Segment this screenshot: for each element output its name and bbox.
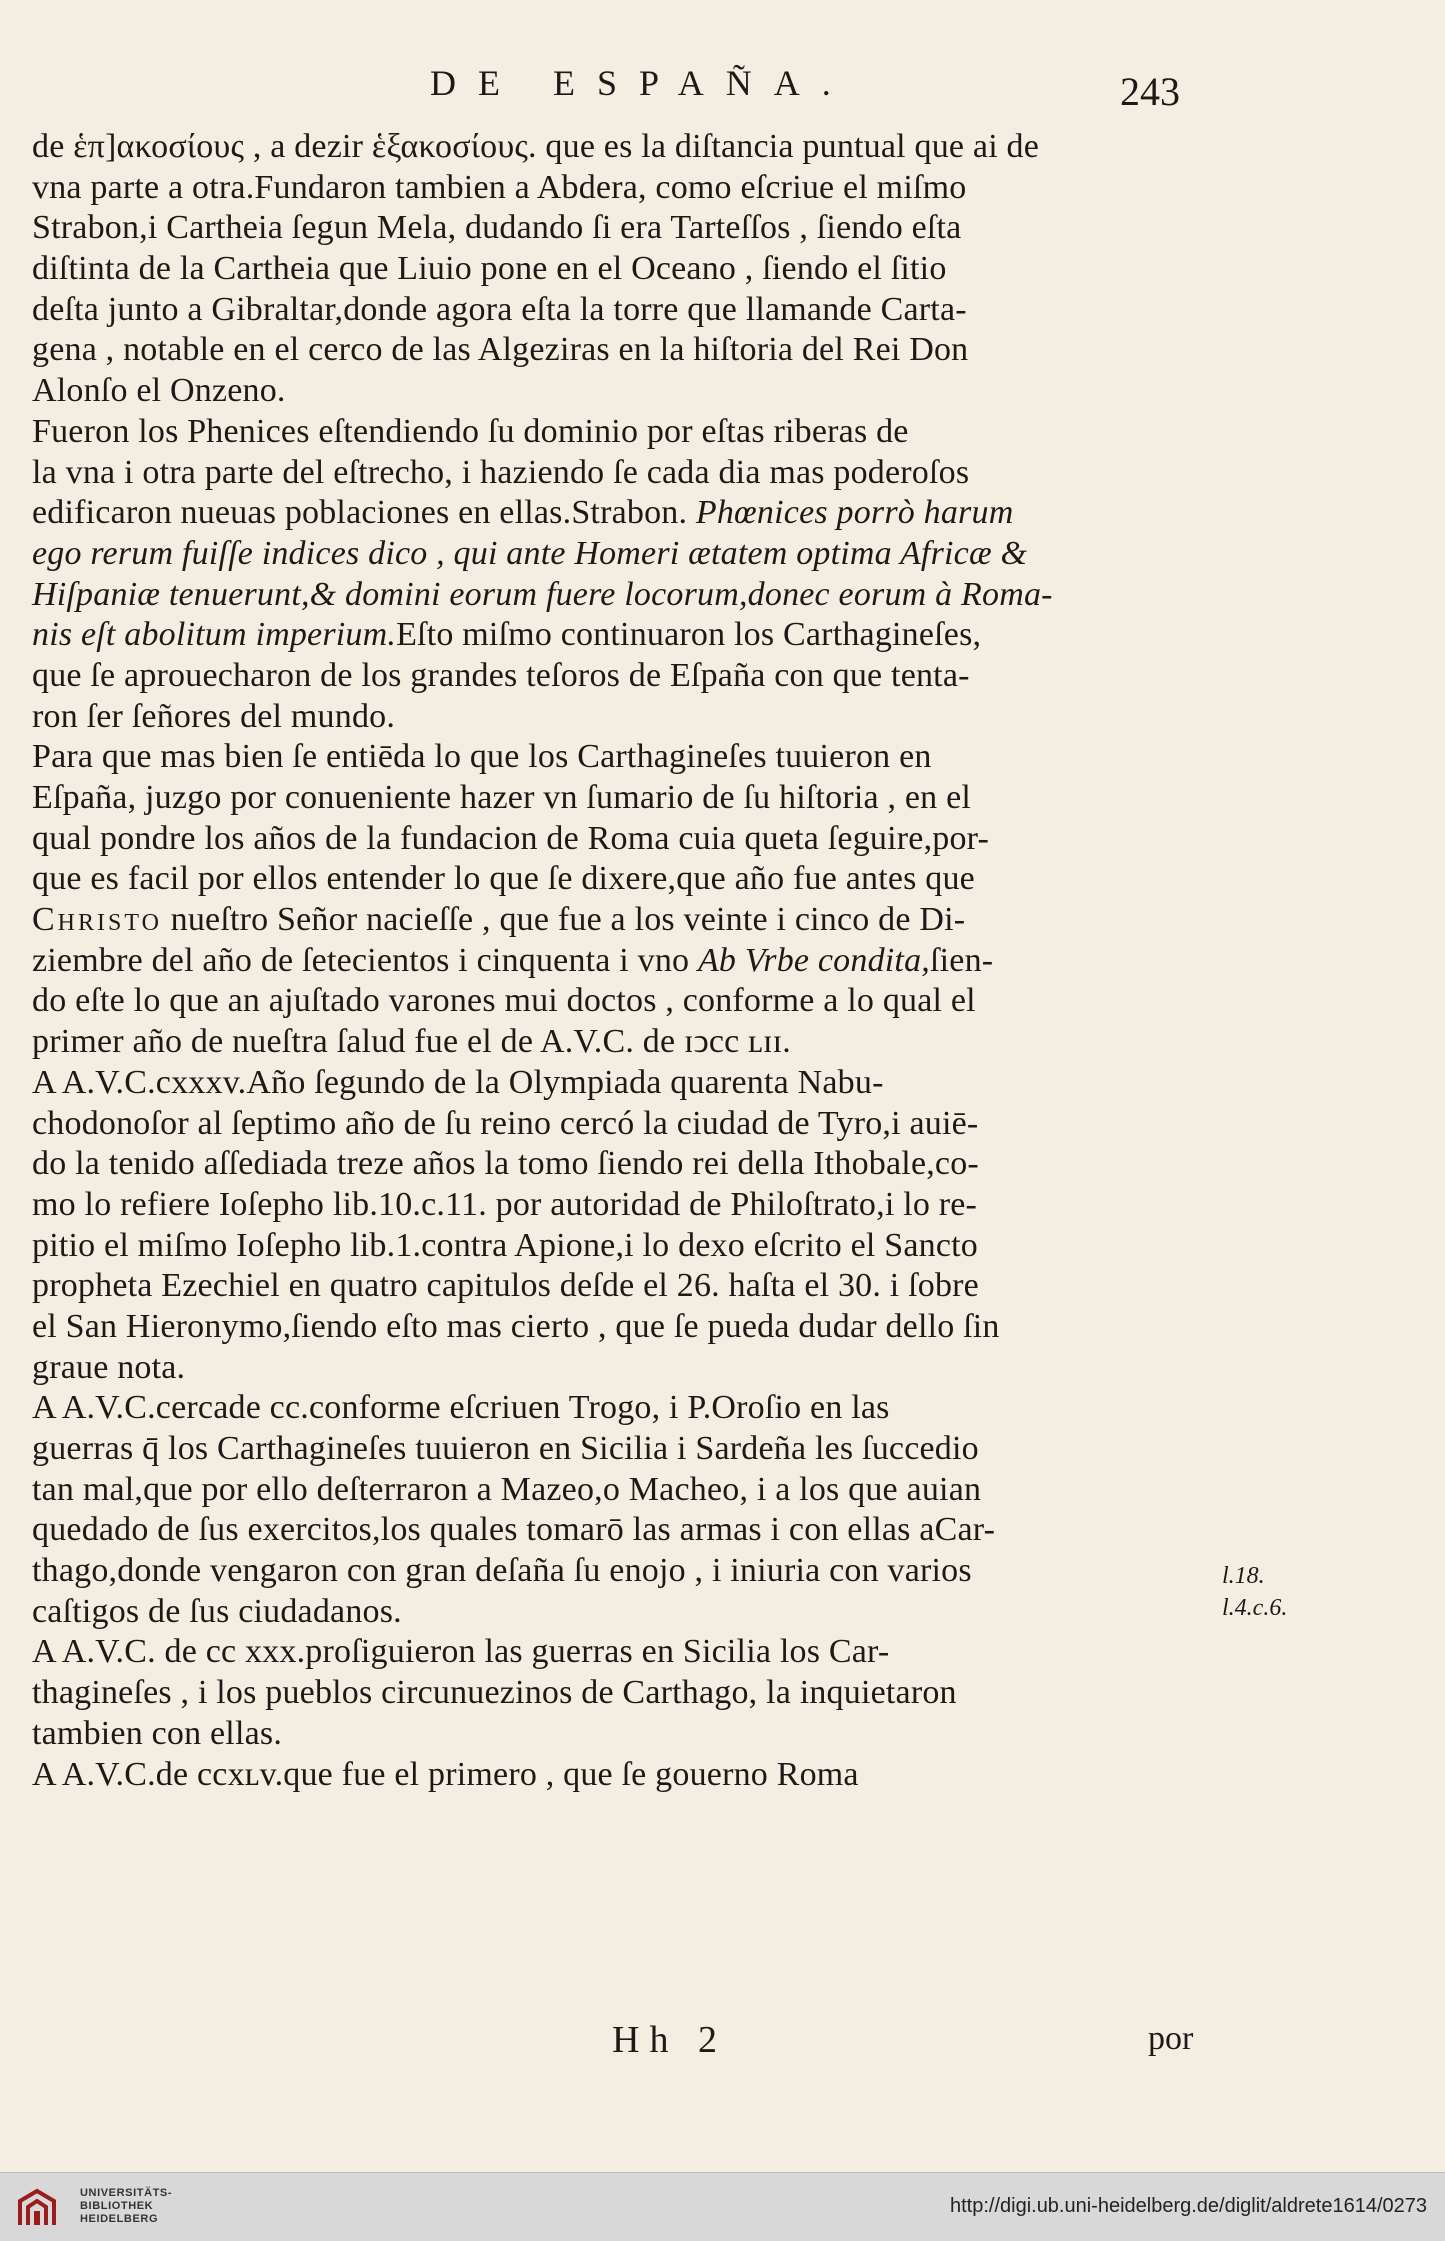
- text-line: [32, 208, 1214, 249]
- text-line: [32, 819, 1214, 860]
- text-segment: edificaron nueuas poblaciones en ellas.Strabon.: [32, 494, 696, 532]
- text-segment: que ſe aprouecharon de los grandes teſoros de Eſpaña con que tenta-: [32, 656, 970, 694]
- text-line: [32, 1348, 1214, 1389]
- text-line: [32, 697, 1214, 738]
- text-line: [32, 412, 1214, 453]
- text-segment: do eſte lo que an ajuſtado varones mui doctos , conforme a lo qual el: [32, 982, 976, 1020]
- text-segment: Christo: [32, 901, 162, 939]
- text-segment: qual pondre los años de la fundacion de Roma cuia queta ſeguire,por-: [32, 819, 990, 857]
- text-segment: do la tenido aſſediada treze años la tomo ſiendo rei della Ithobale,co-: [32, 1145, 979, 1183]
- text-segment: primer año de nueſtra ſalud fue el de A.V.C. de ɪↄcc ʟɪɪ.: [32, 1023, 791, 1061]
- text-line: [32, 453, 1214, 494]
- margin-note-2: l.4.c.6.: [1222, 1595, 1288, 1621]
- library-footer: [0, 2172, 1445, 2241]
- text-line: [32, 1022, 1214, 1063]
- text-segment: tan mal,que por ello deſterraron a Mazeo,o Macheo, i a los que auian: [32, 1470, 982, 1508]
- text-segment: mo lo refiere Ioſepho lib.10.c.11. por autoridad de Philoſtrato,i lo re-: [32, 1185, 978, 1223]
- text-segment: Hiſpaniæ tenuerunt,& domini eorum fuere locorum,donec eorum à Roma-: [32, 575, 1053, 613]
- text-segment: diſtinta de la Cartheia que Liuio pone en el Oceano , ſiendo el ſitio: [32, 250, 947, 288]
- text-segment: pitio el miſmo Ioſepho lib.1.contra Apione,i lo dexo eſcrito el Sancto: [32, 1226, 978, 1264]
- text-segment: la vna i otra parte del eſtrecho, i haziendo ſe cada dia mas poderoſos: [32, 453, 970, 491]
- text-segment: graue nota.: [32, 1348, 186, 1386]
- text-segment: A A.V.C. de cc xxx.proſiguieron las guerras en Sicilia los Car-: [32, 1633, 890, 1671]
- text-segment: chodonoſor al ſeptimo año de ſu reino cercó la ciudad de Tyro,i auiē-: [32, 1104, 979, 1142]
- text-line: [32, 1185, 1214, 1226]
- text-line: [32, 900, 1214, 941]
- text-segment: ſien-: [929, 941, 994, 979]
- text-segment: gena , notable en el cerco de las Algeziras en la hiſtoria del Rei Don: [32, 331, 969, 369]
- catchword: por: [1148, 2020, 1194, 2057]
- text-line: [32, 127, 1214, 168]
- text-segment: quedado de ſus exercitos,los quales tomarō las armas i con ellas aCar-: [32, 1511, 996, 1549]
- text-line: [32, 493, 1214, 534]
- text-line: [32, 981, 1214, 1022]
- text-segment: deſta junto a Gibraltar,donde agora eſta la torre que llamande Carta-: [32, 290, 967, 328]
- text-line: [32, 1144, 1214, 1185]
- text-line: [32, 290, 1214, 331]
- text-segment: Para que mas bien ſe entiēda lo que los Carthagineſes tuuieron en: [32, 738, 932, 776]
- text-segment: Alonſo el Onzeno.: [32, 372, 286, 410]
- page-number: 243: [1120, 69, 1180, 114]
- text-line: [32, 778, 1214, 819]
- text-line: [32, 1307, 1214, 1348]
- text-segment: guerras q̄ los Carthagineſes tuuieron en Sicilia i Sardeña les ſuccedio: [32, 1430, 979, 1467]
- text-line: [32, 534, 1214, 575]
- text-line: [32, 941, 1214, 982]
- text-segment: vna parte a otra.Fundaron tambien a Abdera, como eſcriue el miſmo: [32, 168, 967, 206]
- text-line: [32, 1632, 1214, 1673]
- text-line: [32, 1388, 1214, 1429]
- text-line: [32, 737, 1214, 778]
- text-segment: el San Hieronymo,ſiendo eſto mas cierto , que ſe pueda dudar dello ſin: [32, 1307, 1000, 1345]
- text-segment: thagineſes , i los pueblos circunuezinos de Carthago, la inquietaron: [32, 1674, 957, 1712]
- text-line: [32, 330, 1214, 371]
- text-segment: A A.V.C.de ccxʟv.que fue el primero , que ſe gouerno Roma: [32, 1755, 859, 1793]
- text-segment: propheta Ezechiel en quatro capitulos deſde el 26. haſta el 30. i ſobre: [32, 1267, 979, 1305]
- text-segment: Ab Vrbe condita,: [697, 941, 930, 979]
- text-segment: A A.V.C.cxxxv.Año ſegundo de la Olympiada quarenta Nabu-: [32, 1063, 884, 1101]
- text-segment: ego rerum fuiſſe indices dico , qui ante Homeri ætatem optima Africæ &: [32, 534, 1028, 572]
- text-segment: Eſto miſmo continuaron los Carthagineſes,: [396, 616, 982, 654]
- text-line: [32, 1063, 1214, 1104]
- text-line: [32, 575, 1214, 616]
- text-segment: nueſtro Señor nacieſſe , que fue a los veinte i cinco de Di-: [161, 901, 966, 939]
- library-logo-icon: [16, 2187, 58, 2229]
- text-line: [32, 656, 1214, 697]
- text-line: [32, 615, 1214, 656]
- text-segment: A A.V.C.cercade cc.conforme eſcriuen Trogo, i P.Oroſio en las: [32, 1389, 890, 1427]
- text-line: [32, 1226, 1214, 1267]
- text-line: [32, 859, 1214, 900]
- text-segment: que es facil por ellos entender lo que ſe dixere,que año fue antes que: [32, 860, 975, 898]
- text-line: [32, 1592, 1214, 1633]
- text-line: [32, 1673, 1214, 1714]
- text-segment: ron ſer ſeñores del mundo.: [32, 697, 396, 735]
- text-segment: Phœnices porrò harum: [695, 494, 1014, 532]
- text-line: [32, 371, 1214, 412]
- text-segment: thago,donde vengaron con gran deſaña ſu enojo , i iniuria con varios: [32, 1552, 972, 1590]
- text-line: [32, 1470, 1214, 1511]
- text-segment: Strabon,i Cartheia ſegun Mela, dudando ſi era Tarteſſos , ſiendo eſta: [32, 209, 962, 247]
- text-segment: de ἑπ]ακοσίους , a dezir ἑξακοσίους. que es la diſtancia puntual que ai de: [32, 128, 1040, 165]
- text-segment: Fueron los Phenices eſtendiendo ſu dominio por eſtas riberas de: [32, 412, 909, 450]
- library-name: UNIVERSITÄTS- BIBLIOTHEK HEIDELBERG: [80, 2187, 173, 2225]
- signature-mark: Hh 2: [612, 2019, 727, 2061]
- text-line: [32, 1755, 1214, 1796]
- text-segment: ziembre del año de ſetecientos i cinquenta i vno: [32, 941, 698, 979]
- text-line: [32, 1429, 1214, 1470]
- running-title: DE ESPAÑA.: [430, 63, 853, 103]
- source-url-link[interactable]: http://digi.ub.uni-heidelberg.de/diglit/aldrete1614/0273: [949, 2195, 1427, 2217]
- text-line: [32, 1510, 1214, 1551]
- margin-note-1: l.18.: [1222, 1563, 1265, 1589]
- text-line: [32, 1266, 1214, 1307]
- text-line: [32, 1551, 1214, 1592]
- text-line: [32, 1104, 1214, 1145]
- text-line: [32, 1714, 1214, 1755]
- text-line: [32, 168, 1214, 209]
- text-segment: Eſpaña, juzgo por conueniente hazer vn ſumario de ſu hiſtoria , en el: [32, 779, 972, 816]
- text-segment: nis eſt abolitum imperium.: [32, 616, 397, 654]
- page-body-text: [32, 127, 1214, 1795]
- text-segment: caſtigos de ſus ciudadanos.: [32, 1592, 402, 1630]
- text-line: [32, 249, 1214, 290]
- text-segment: tambien con ellas.: [32, 1714, 283, 1752]
